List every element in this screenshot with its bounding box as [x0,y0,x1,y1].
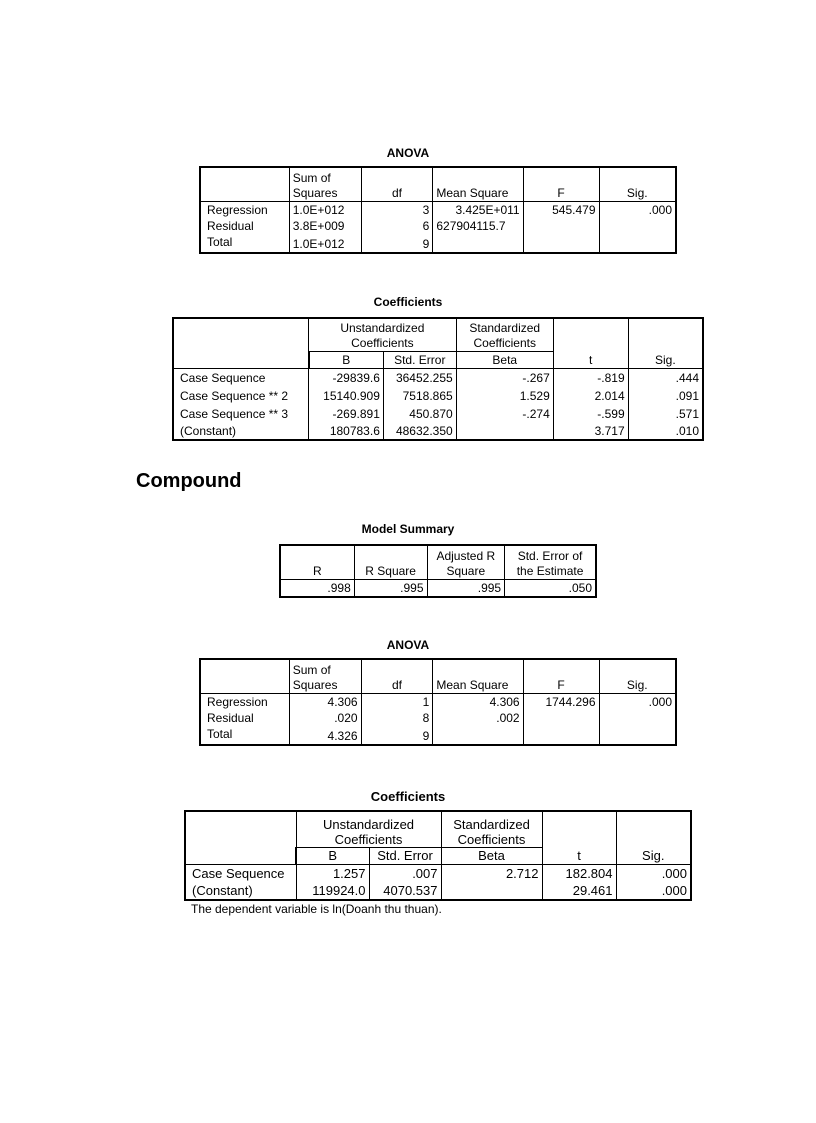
model-summary-table [279,544,597,598]
dependent-variable-note: The dependent variable is ln(Doanh thu thuan). [191,902,442,916]
col-header: Mean Square [433,167,523,201]
table-row: Residual .020 8 .002 [200,710,676,726]
anova1-title: ANOVA [386,146,430,160]
col-header: Std. Error [383,351,456,368]
table-header-row [280,545,596,579]
col-header: Unstandardized Coefficients [296,811,441,847]
col-header: Mean Square [433,659,523,693]
table-row: Regression 4.306 1 4.306 1744.296 .000 [200,693,676,710]
col-header: df [361,167,433,201]
col-header: B [309,351,384,368]
table-row: Case Sequence ** 2 15140.909 7518.865 1.529 2.014 .091 [173,386,703,404]
table-row: .998 .995 .995 .050 [280,579,596,597]
col-header: Sum of Squares [289,659,361,693]
table-row: Total 1.0E+012 9 [200,234,676,253]
table-row: (Constant) 119924.0 4070.537 29.461 .000 [185,882,691,900]
table-row: Case Sequence 1.257 .007 2.712 182.804 .000 [185,864,691,882]
coef1-title: Coefficients [373,295,443,309]
coef2-table [184,810,692,901]
table-header-row [173,318,703,351]
col-header: B [296,847,369,864]
col-header: t [553,318,628,368]
coef1-table [172,317,704,441]
table-row: Total 4.326 9 [200,726,676,745]
col-header: Sig. [599,167,676,201]
anova2-title: ANOVA [386,638,430,652]
table-row: (Constant) 180783.6 48632.350 3.717 .010 [173,422,703,440]
table-header-row [200,659,676,693]
table-row: Residual 3.8E+009 6 627904115.7 [200,218,676,234]
coef2-title: Coefficients [370,789,446,804]
col-header: Standardized Coefficients [441,811,542,847]
table-row: Case Sequence -29839.6 36452.255 -.267 -.819 .444 [173,368,703,386]
col-header: t [542,811,616,864]
table-header-row [200,167,676,201]
table-row: Case Sequence ** 3 -269.891 450.870 -.274 -.599 .571 [173,404,703,422]
col-header: Beta [456,351,553,368]
col-header: Unstandardized Coefficients [309,318,457,351]
anova1-table [199,166,677,254]
col-header: Adjusted R Square [427,545,505,579]
model-summary-title: Model Summary [361,522,455,536]
section-heading: Compound [136,470,242,492]
col-header: df [361,659,433,693]
anova2-table [199,658,677,746]
col-header: Sig. [628,318,703,368]
col-header: Sig. [616,811,691,864]
col-header: Std. Error [369,847,441,864]
table-header-row [185,811,691,847]
col-header: Std. Error of the Estimate [505,545,596,579]
col-header: F [523,167,599,201]
col-header: Sig. [599,659,676,693]
col-header: Beta [441,847,542,864]
col-header: Standardized Coefficients [456,318,553,351]
col-header: R [280,545,354,579]
table-row: Regression 1.0E+012 3 3.425E+011 545.479 .000 [200,201,676,218]
col-header: R Square [354,545,427,579]
col-header: Sum of Squares [289,167,361,201]
col-header: F [523,659,599,693]
